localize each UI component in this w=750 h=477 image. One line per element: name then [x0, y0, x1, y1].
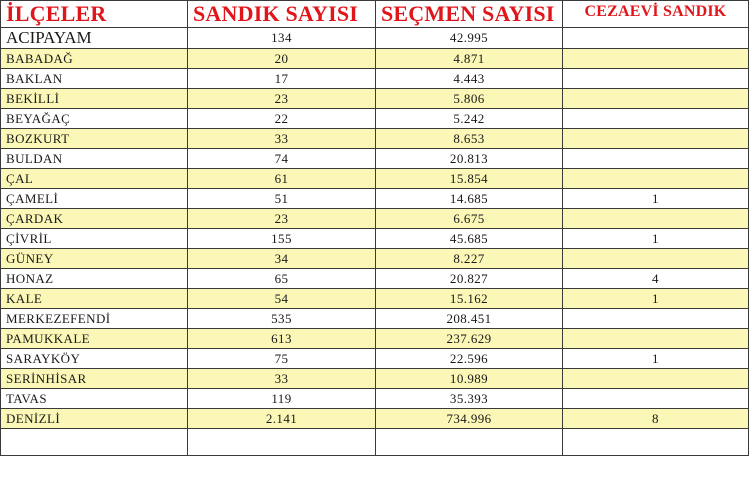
header-secmen-sayisi: SEÇMEN SAYISI [376, 1, 563, 28]
ballot-box-count: 134 [188, 28, 376, 49]
prison-ballot-box-count: 1 [563, 189, 749, 209]
header-ilceler: İLÇELER [1, 1, 188, 28]
table-row [1, 129, 749, 149]
ballot-box-count: 74 [188, 149, 376, 169]
voter-count: 5.806 [376, 89, 563, 109]
prison-ballot-box-count [563, 149, 749, 169]
prison-ballot-box-count [563, 129, 749, 149]
ballot-box-count: 61 [188, 169, 376, 189]
prison-ballot-box-count [563, 389, 749, 409]
voter-count: 8.653 [376, 129, 563, 149]
empty-footer-row [1, 429, 749, 456]
header-sandik-sayisi: SANDIK SAYISI [188, 1, 376, 28]
table-row [1, 209, 749, 229]
prison-ballot-box-count [563, 169, 749, 189]
prison-ballot-box-count [563, 28, 749, 49]
table-row [1, 89, 749, 109]
table-row [1, 289, 749, 309]
table-row [1, 109, 749, 129]
table-row [1, 329, 749, 349]
ballot-box-count: 34 [188, 249, 376, 269]
prison-ballot-box-count: 1 [563, 349, 749, 369]
ballot-box-count: 65 [188, 269, 376, 289]
voter-count: 208.451 [376, 309, 563, 329]
district-name: GÜNEY [1, 249, 188, 269]
voter-count: 237.629 [376, 329, 563, 349]
table-row [1, 309, 749, 329]
ballot-box-count: 535 [188, 309, 376, 329]
table-row [1, 169, 749, 189]
prison-ballot-box-count [563, 89, 749, 109]
table-body [1, 28, 749, 456]
voter-count: 15.854 [376, 169, 563, 189]
ballot-box-count: 119 [188, 389, 376, 409]
ballot-box-count: 22 [188, 109, 376, 129]
ballot-box-count: 23 [188, 209, 376, 229]
voter-count: 4.871 [376, 49, 563, 69]
district-name: PAMUKKALE [1, 329, 188, 349]
district-name: ÇARDAK [1, 209, 188, 229]
table-row [1, 229, 749, 249]
voter-count: 15.162 [376, 289, 563, 309]
district-name: DENİZLİ [1, 409, 188, 429]
voter-count: 42.995 [376, 28, 563, 49]
voter-count: 20.813 [376, 149, 563, 169]
table-row [1, 389, 749, 409]
voter-count: 8.227 [376, 249, 563, 269]
district-name: BEYAĞAÇ [1, 109, 188, 129]
table-row [1, 69, 749, 89]
ballot-box-count: 75 [188, 349, 376, 369]
prison-ballot-box-count: 1 [563, 289, 749, 309]
ballot-box-count: 33 [188, 129, 376, 149]
table-row [1, 349, 749, 369]
empty-cell [1, 429, 188, 456]
prison-ballot-box-count: 4 [563, 269, 749, 289]
table-row [1, 149, 749, 169]
prison-ballot-box-count [563, 209, 749, 229]
voter-count: 5.242 [376, 109, 563, 129]
ballot-box-count: 51 [188, 189, 376, 209]
district-name: BOZKURT [1, 129, 188, 149]
ballot-box-count: 23 [188, 89, 376, 109]
district-name: ÇAMELİ [1, 189, 188, 209]
voter-count: 4.443 [376, 69, 563, 89]
district-name: SARAYKÖY [1, 349, 188, 369]
table-row-total [1, 409, 749, 429]
prison-ballot-box-count [563, 369, 749, 389]
district-name: ÇİVRİL [1, 229, 188, 249]
prison-ballot-box-count [563, 69, 749, 89]
ballot-box-count: 33 [188, 369, 376, 389]
ballot-box-count: 155 [188, 229, 376, 249]
header-row [1, 1, 749, 28]
voter-count: 10.989 [376, 369, 563, 389]
ballot-box-count: 2.141 [188, 409, 376, 429]
district-name: MERKEZEFENDİ [1, 309, 188, 329]
district-name: KALE [1, 289, 188, 309]
ballot-box-count: 20 [188, 49, 376, 69]
voter-count: 35.393 [376, 389, 563, 409]
prison-ballot-box-count: 8 [563, 409, 749, 429]
empty-cell [188, 429, 376, 456]
voter-count: 45.685 [376, 229, 563, 249]
district-name: BULDAN [1, 149, 188, 169]
district-name: HONAZ [1, 269, 188, 289]
header-cezaevi-sandik: CEZAEVİ SANDIK [563, 1, 749, 28]
district-name: TAVAS [1, 389, 188, 409]
prison-ballot-box-count [563, 109, 749, 129]
voter-count: 14.685 [376, 189, 563, 209]
prison-ballot-box-count [563, 249, 749, 269]
voter-count: 22.596 [376, 349, 563, 369]
table-row [1, 189, 749, 209]
ballot-box-count: 54 [188, 289, 376, 309]
table-row [1, 28, 749, 49]
table-row [1, 369, 749, 389]
table-row [1, 269, 749, 289]
prison-ballot-box-count: 1 [563, 229, 749, 249]
prison-ballot-box-count [563, 49, 749, 69]
empty-cell [376, 429, 563, 456]
voter-count: 734.996 [376, 409, 563, 429]
table-row [1, 249, 749, 269]
district-name: ÇAL [1, 169, 188, 189]
district-name: BABADAĞ [1, 49, 188, 69]
empty-cell [563, 429, 749, 456]
district-name: SERİNHİSAR [1, 369, 188, 389]
district-name: BEKİLLİ [1, 89, 188, 109]
voter-count: 6.675 [376, 209, 563, 229]
ballot-box-count: 17 [188, 69, 376, 89]
district-name: BAKLAN [1, 69, 188, 89]
prison-ballot-box-count [563, 309, 749, 329]
voter-count: 20.827 [376, 269, 563, 289]
table-row [1, 49, 749, 69]
district-name: ACIPAYAM [1, 28, 188, 49]
ballot-box-count: 613 [188, 329, 376, 349]
prison-ballot-box-count [563, 329, 749, 349]
